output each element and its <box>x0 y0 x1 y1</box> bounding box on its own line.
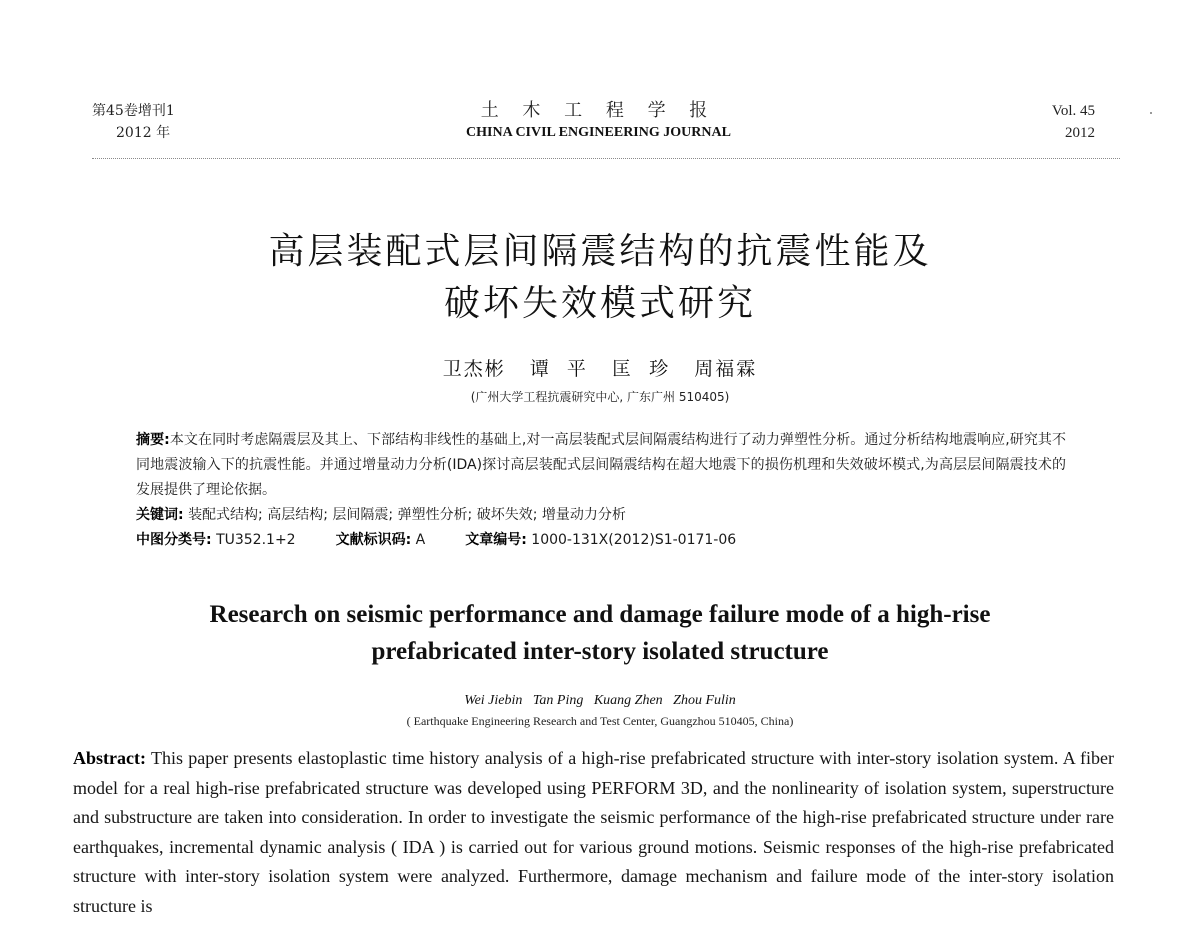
abstract-label-cn: 摘要: <box>136 432 170 448</box>
scan-speck <box>1150 112 1152 114</box>
authors-en: Wei Jiebin Tan Ping Kuang Zhen Zhou Fulin <box>464 693 736 708</box>
keywords-text-cn: 装配式结构; 高层结构; 层间隔震; 弹塑性分析; 破坏失效; 增量动力分析 <box>188 507 626 523</box>
volume-issue-cn: 第45卷增刊1 <box>92 103 175 119</box>
paper-title-en-line1: Research on seismic performance and damage failure mode of a high-rise <box>209 601 991 628</box>
abstract-en <box>73 744 1114 922</box>
classification-line <box>136 528 1066 553</box>
abstract-cn <box>136 428 1066 503</box>
clc-label: 中图分类号: <box>136 532 212 548</box>
volume-en: Vol. 45 <box>1051 103 1095 119</box>
keywords-label-cn: 关键词: <box>136 507 184 523</box>
journal-name-cn: 土 木 工 程 学 报 <box>480 100 717 121</box>
journal-name <box>92 100 1095 144</box>
affiliation-en: ( Earthquake Engineering Research and Test Center, Guangzhou 510405, China) <box>406 714 794 728</box>
affiliation-cn: (广州大学工程抗震研究中心, 广东广州 510405) <box>470 390 730 404</box>
article-number-value: 1000-131X(2012)S1-0171-06 <box>531 532 737 548</box>
paper-title-en <box>60 596 1140 670</box>
doc-code-label: 文献标识码: <box>335 532 412 548</box>
abstract-block-cn <box>136 428 1066 553</box>
paper-title-cn <box>100 226 1100 330</box>
paper-title-cn-line1: 高层装配式层间隔震结构的抗震性能及 <box>268 231 932 272</box>
abstract-text-cn: 本文在同时考虑隔震层及其上、下部结构非线性的基础上,对一高层装配式层间隔震结构进行了动力弹塑性分析。通过分析结构地震响应,研究其不同地震波输入下的抗震性能。并通过增量动力分析(IDA)探讨高层装配式层间隔震结构在超大地震下的损伤机理和失效破坏模式,为高层层间隔震技术的发展提供了理论依据。 <box>136 432 1066 498</box>
authors-cn: 卫杰彬 谭 平 匡 珍 周福霖 <box>442 358 758 380</box>
volume-year-en <box>1052 100 1095 144</box>
article-number-label: 文章编号: <box>465 532 527 548</box>
paper-title-en-line2: prefabricated inter-story isolated structure <box>371 638 829 665</box>
abstract-label-en: Abstract: <box>73 748 146 768</box>
doc-code-value: A <box>415 532 426 548</box>
clc-value: TU352.1+2 <box>216 532 296 548</box>
journal-name-en: CHINA CIVIL ENGINEERING JOURNAL <box>466 125 731 140</box>
year-en: 2012 <box>1065 125 1095 141</box>
year-cn: 2012 年 <box>116 125 171 141</box>
keywords-cn <box>136 503 1066 528</box>
header-divider <box>92 158 1120 159</box>
journal-header <box>92 100 1095 160</box>
paper-title-cn-line2: 破坏失效模式研究 <box>443 283 756 324</box>
abstract-text-en: This paper presents elastoplastic time history analysis of a high-rise prefabricated structure with inter-story isolation system. A fiber model for a real high-rise prefabricated structure was developed using PERFORM 3D, and the nonlinearity of isolation system, superstructure and substructure are taken into consideration. In order to investigate the seismic performance of the high-rise prefabricated structure under rare earthquakes, incremental dynamic analysis ( IDA ) is carried out for various ground motions. Seismic responses of the high-rise prefabricated structure with inter-story isolation system were analyzed. Furthermore, damage mechanism and failure mode of the inter-story isolation structure is <box>73 748 1114 916</box>
